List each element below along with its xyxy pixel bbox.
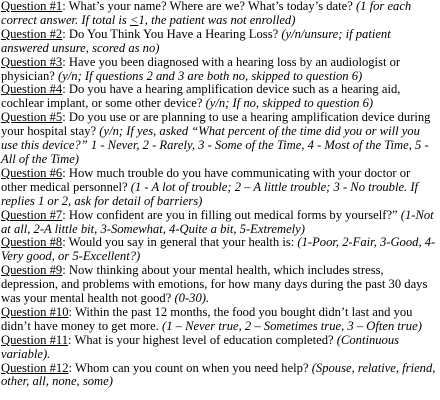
- question-label: Question #2: [1, 26, 63, 41]
- question-11: Question #11: What is your highest level of education completed? (Continuous variable).: [1, 332, 400, 361]
- question-text: Would you say in general that your health is:: [68, 235, 298, 250]
- question-text: Do you have a hearing amplification device such as a hearing aid, cochlear implant, or some other device?: [1, 82, 401, 111]
- scoring-note: (Continuous variable).: [1, 332, 400, 361]
- question-12: Question #12: Whom can you count on when you need help? (Spouse, relative, friend, other, all, none, some): [1, 360, 436, 389]
- question-label: Question #12: [1, 360, 69, 375]
- question-3: Question #3: Have you been diagnosed with a hearing loss by an audiologist or physician? (y/n; If questions 2 and 3 are both no, skipped to question 6): [1, 54, 401, 83]
- scoring-note: (y/n; If yes, asked “What percent of the time did you or will you use this device?” 1 - Never, 2 - Rarely, 3 - Some of the Time, 4 - Most of the Time, 5 - All of the Time): [1, 124, 429, 166]
- question-text: Do You Think You Have a Hearing Loss?: [68, 26, 282, 41]
- scoring-note: (1-Poor, 2-Fair, 3-Good, 4-Very good, or 5-Excellent?): [1, 235, 436, 264]
- scoring-note: (1 for each correct answer. If total is <1, the patient was not enrolled): [1, 0, 412, 27]
- question-label: Question #10: [1, 304, 69, 319]
- question-text: Have you been diagnosed with a hearing loss by an audiologist or physician?: [1, 54, 401, 83]
- question-label: Question #8: [1, 235, 63, 250]
- question-1: Question #1: What’s your name? Where are we? What’s today’s date? (1 for each correct answer. If total is <1, the patient was not enrolled): [1, 0, 412, 27]
- scoring-note: (y/n; If questions 2 and 3 are both no, skipped to question 6): [58, 68, 363, 83]
- scoring-note: (Spouse, relative, friend, other, all, none, some): [1, 360, 436, 389]
- scoring-note: (0-30).: [174, 291, 210, 306]
- question-label: Question #6: [1, 165, 63, 180]
- question-6: Question #6: How much trouble do you have communicating with your doctor or other medical personnel? (1 - A lot of trouble; 2 – A little trouble; 3 - No trouble. If replies 1 or 2, ask for detail of barriers): [1, 165, 419, 208]
- scoring-note: (y/n; If no, skipped to question 6): [205, 96, 374, 111]
- question-label: Question #11: [1, 332, 69, 347]
- scoring-note: (1-Not at all, 2-A little bit, 3-Somewhat, 4-Quite a bit, 5-Extremely): [1, 207, 434, 236]
- question-label: Question #1: [1, 0, 63, 13]
- question-2: Question #2: Do You Think You Have a Hearing Loss? (y/n/unsure; if patient answered unsure, scored as no): [1, 26, 391, 55]
- question-9: Question #9: Now thinking about your mental health, which includes stress, depression, and problems with emotions, for how many days during the past 30 days was your mental health not good? (0-30).: [1, 263, 428, 306]
- question-7: Question #7: How confident are you in filling out medical forms by yourself?” (1-Not at all, 2-A little bit, 3-Somewhat, 4-Quite a bit, 5-Extremely): [1, 207, 434, 236]
- question-10: Question #10: Within the past 12 months, the food you bought didn’t last and you didn’t have money to get more. (1 – Never true, 2 – Sometimes true, 3 – Often true): [1, 304, 422, 333]
- question-label: Question #5: [1, 110, 63, 125]
- question-label: Question #7: [1, 207, 63, 222]
- question-label: Question #3: [1, 54, 63, 69]
- question-8: Question #8: Would you say in general that your health is: (1-Poor, 2-Fair, 3-Good, 4-Very good, or 5-Excellent?): [1, 235, 436, 264]
- question-4: Question #4: Do you have a hearing amplification device such as a hearing aid, cochlear implant, or some other device? (y/n; If no, skipped to question 6): [1, 82, 401, 111]
- question-text: Do you use or are planning to use a hearing amplification device during your hospital stay?: [1, 110, 431, 139]
- question-text: What’s your name? Where are we? What’s today’s date?: [68, 0, 356, 13]
- question-text: Now thinking about your mental health, which includes stress, depression, and problems with emotions, for how many days during the past 30 days was your mental health not good?: [1, 263, 428, 306]
- question-5: Question #5: Do you use or are planning to use a hearing amplification device during your hospital stay? (y/n; If yes, asked “What percent of the time did you or will you use this device?” 1 - Never, 2 - Rarely, 3 - Some of the Time, 4 - Most of the Time, 5 - All of the Time): [1, 110, 431, 166]
- question-text: How confident are you in filling out medical forms by yourself?”: [68, 207, 401, 222]
- question-text: What is your highest level of education completed?: [74, 332, 337, 347]
- question-label: Question #9: [1, 263, 63, 278]
- scoring-note: (1 - A lot of trouble; 2 – A little trouble; 3 - No trouble. If replies 1 or 2, ask for detail of barriers): [1, 179, 419, 208]
- scoring-note: (1 – Never true, 2 – Sometimes true, 3 – Often true): [162, 318, 422, 333]
- question-label: Question #4: [1, 82, 63, 97]
- question-text: Within the past 12 months, the food you bought didn’t last and you didn’t have money to get more.: [1, 304, 413, 333]
- question-text: How much trouble do you have communicating with your doctor or other medical personnel?: [1, 165, 411, 194]
- question-text: Whom can you count on when you need help?: [74, 360, 312, 375]
- scoring-note: (y/n/unsure; if patient answered unsure, scored as no): [1, 26, 391, 55]
